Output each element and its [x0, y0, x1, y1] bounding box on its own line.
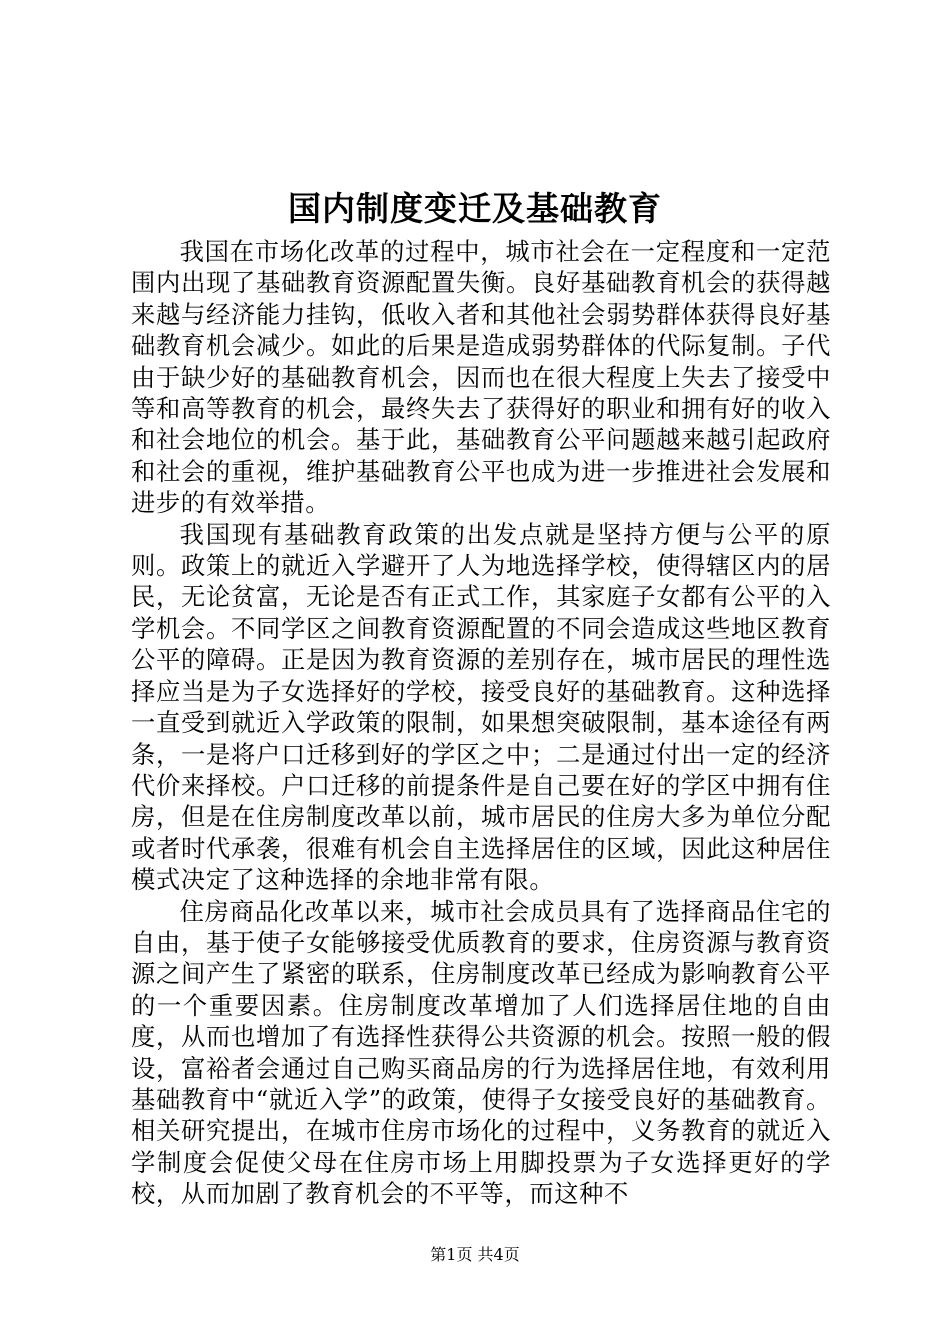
document-title: 国内制度变迁及基础教育 — [288, 189, 662, 228]
paragraph: 我国在市场化改革的过程中，城市社会在一定程度和一定范围内出现了基础教育资源配置失衡。良好基础教育机会的获得越来越与经济能力挂钩，低收入者和其他社会弱势群体获得良好基础教育机会减少。如此的后果是造成弱势群体的代际复制。子代由于缺少好的基础教育机会，因而也在很大程度上失去了接受中等和高等教育的机会，最终失去了获得好的职业和拥有好的收入和社会地位的机会。基于此，基础教育公平问题越来越引起政府和社会的重视，维护基础教育公平也成为进一步推进社会发展和进步的有效举措。 — [131, 237, 831, 518]
paragraph: 住房商品化改革以来，城市社会成员具有了选择商品住宅的自由，基于使子女能够接受优质教育的要求，住房资源与教育资源之间产生了紧密的联系，住房制度改革已经成为影响教育公平的一个重要因素。住房制度改革增加了人们选择居住地的自由度，从而也增加了有选择性获得公共资源的机会。按照一般的假设，富裕者会通过自己购买商品房的行为选择居住地，有效利用基础教育中“就近入学”的政策，使得子女接受良好的基础教育。相关研究提出，在城市住房市场化的过程中，义务教育的就近入学制度会促使父母在住房市场上用脚投票为子女选择更好的学校，从而加剧了教育机会的不平等，而这种不 — [131, 896, 831, 1209]
page-number-footer: 第1页 共4页 — [430, 1245, 520, 1264]
paragraph: 我国现有基础教育政策的出发点就是坚持方便与公平的原则。政策上的就近入学避开了人为地选择学校，使得辖区内的居民，无论贫富，无论是否有正式工作，其家庭子女都有公平的入学机会。不同学区之间教育资源配置的不同会造成这些地区教育公平的障碍。正是因为教育资源的差别存在，城市居民的理性选择应当是为子女选择好的学校，接受良好的基础教育。这种选择一直受到就近入学政策的限制，如果想突破限制，基本途径有两条，一是将户口迁移到好的学区之中；二是通过付出一定的经济代价来择校。户口迁移的前提条件是自己要在好的学区中拥有住房，但是在住房制度改革以前，城市居民的住房大多为单位分配或者时代承袭，很难有机会自主选择居住的区域，因此这种居住模式决定了这种选择的余地非常有限。 — [131, 519, 831, 895]
document-body — [131, 236, 831, 1210]
